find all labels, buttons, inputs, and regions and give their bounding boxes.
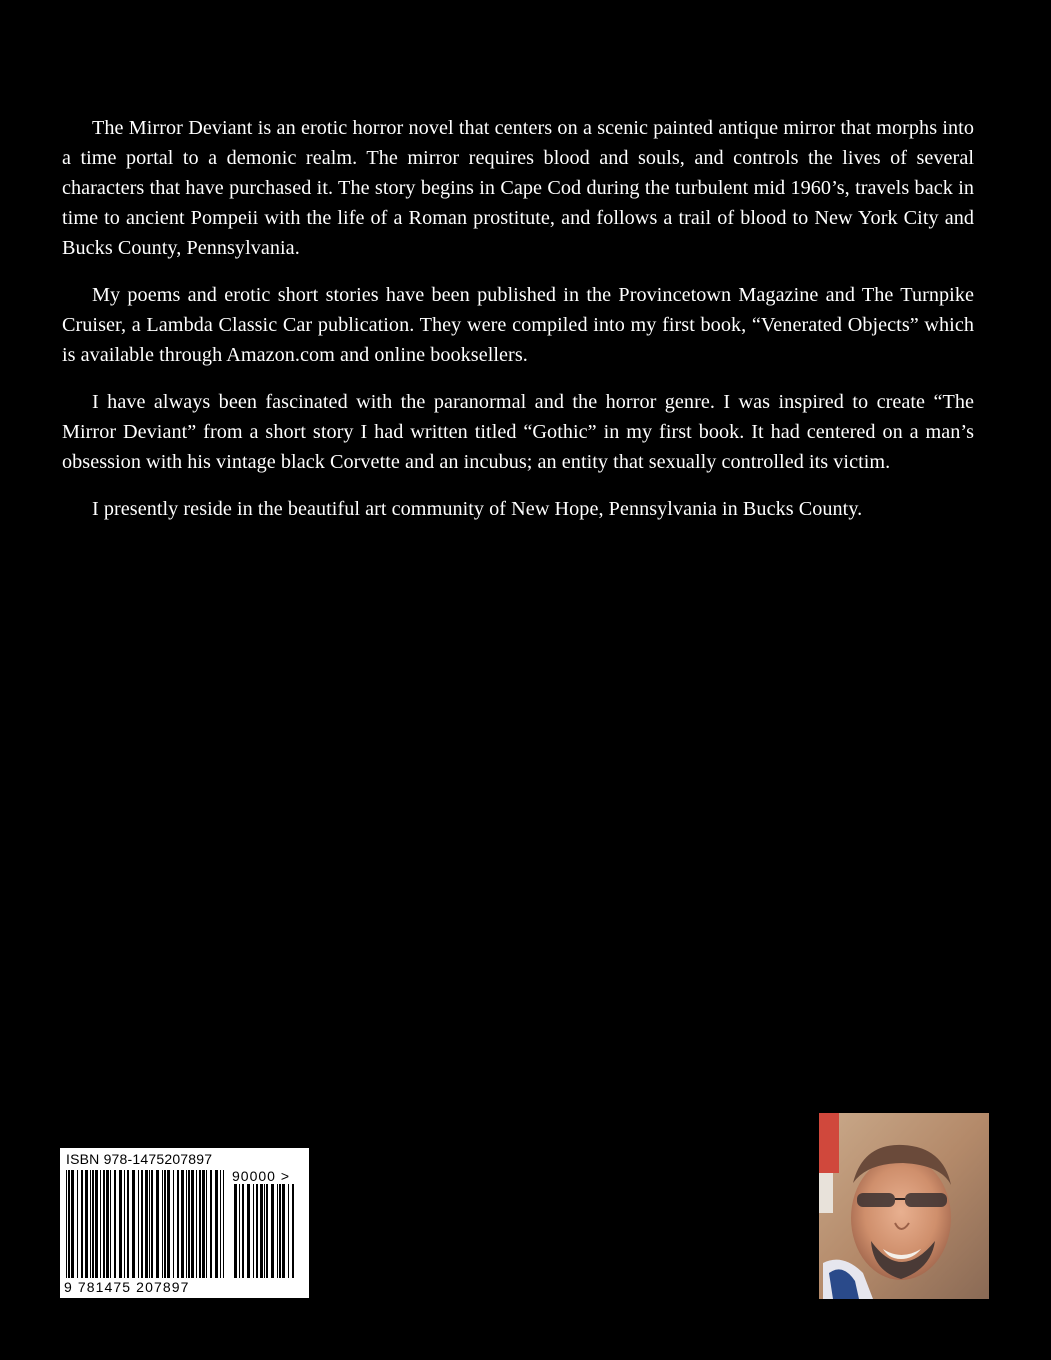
barcode-bar <box>196 1170 197 1278</box>
barcode-bar <box>100 1170 101 1278</box>
barcode-bar <box>177 1170 179 1278</box>
barcode-bar <box>264 1184 265 1278</box>
barcode-bar <box>149 1170 150 1278</box>
barcode-bar <box>242 1184 244 1278</box>
barcode-bar <box>292 1184 294 1278</box>
barcode-bar <box>127 1170 129 1278</box>
barcode-bar <box>202 1170 205 1278</box>
barcode-bar <box>277 1184 278 1278</box>
barcode-bar <box>95 1170 98 1278</box>
blurb-paragraph-synopsis: The Mirror Deviant is an erotic horror novel that centers on a scenic painted antique mirror that morphs into a time portal to a demonic realm. The mirror requires blood and souls, and controls the lives of several characters that have purchased it. The story begins in Cape Cod during the turbulent mid 1960’s, travels back in time to ancient Pompeii with the life of a Roman prostitute, and follows a trail of blood to New York City and Bucks County, Pennsylvania. <box>62 117 974 259</box>
barcode-bar <box>68 1170 70 1278</box>
blurb-paragraph-residence: I presently reside in the beautiful art community of New Hope, Pennsylvania in Bucks County. <box>92 498 863 520</box>
barcode-bar <box>234 1184 237 1278</box>
barcode-bar <box>181 1170 184 1278</box>
barcode-bar <box>156 1170 159 1278</box>
barcode-bar <box>247 1184 250 1278</box>
barcode-bar <box>141 1170 143 1278</box>
barcode-bar <box>239 1184 240 1278</box>
barcode-bar <box>162 1170 163 1278</box>
barcode-bar <box>164 1170 166 1278</box>
isbn-label: ISBN 978-1475207897 <box>66 1151 213 1167</box>
barcode-bar <box>266 1184 268 1278</box>
barcode-bar <box>199 1170 201 1278</box>
barcode-bar <box>279 1184 281 1278</box>
isbn-barcode <box>60 1148 309 1298</box>
barcode-bar <box>138 1170 139 1278</box>
barcode-bar <box>256 1184 258 1278</box>
barcode-bar <box>220 1170 221 1278</box>
back-cover-blurb <box>62 113 974 541</box>
barcode-bar <box>215 1170 218 1278</box>
barcode-bar <box>288 1184 289 1278</box>
barcode-bar <box>145 1170 148 1278</box>
author-portrait-image <box>803 1113 989 1299</box>
price-addon-number: 90000 > <box>232 1168 290 1184</box>
barcode-bar <box>81 1170 83 1278</box>
barcode-bar <box>132 1170 135 1278</box>
barcode-bar <box>71 1170 74 1278</box>
barcode-bar <box>210 1170 212 1278</box>
barcode-bar <box>191 1170 194 1278</box>
barcode-bar <box>167 1170 170 1278</box>
barcode-bar <box>282 1184 285 1278</box>
ean-digits: 9 781475 207897 <box>64 1279 190 1295</box>
barcode-bar <box>173 1170 174 1278</box>
barcode-bar <box>188 1170 190 1278</box>
barcode-bar <box>92 1170 94 1278</box>
barcode-bar <box>124 1170 125 1278</box>
barcode-bar <box>85 1170 88 1278</box>
barcode-bar <box>186 1170 187 1278</box>
barcode-bar <box>271 1184 274 1278</box>
barcode-bar <box>253 1184 254 1278</box>
barcode-bar <box>90 1170 91 1278</box>
barcode-bar <box>151 1170 153 1278</box>
addon-barcode-bars <box>234 1184 294 1278</box>
blurb-paragraph-inspiration: I have always been fascinated with the paranormal and the horror genre. I was inspired to create “The Mirror Deviant” from a short story I had written titled “Gothic” in my first book. It had centered on a man’s obsession with his vintage black Corvette and an incubus; an entity that sexually controlled its victim. <box>62 391 974 473</box>
barcode-bar <box>106 1170 109 1278</box>
blurb-paragraph-publications: My poems and erotic short stories have been published in the Provincetown Magazine and The Turnpike Cruiser, a Lambda Classic Car publication. They were compiled into my first book, “Venerated Objects” which is available through Amazon.com and online booksellers. <box>62 284 974 366</box>
barcode-bar <box>77 1170 78 1278</box>
barcode-bar <box>223 1170 224 1278</box>
ean-barcode-bars <box>66 1170 224 1278</box>
barcode-bar <box>206 1170 207 1278</box>
barcode-bar <box>66 1170 67 1278</box>
barcode-bar <box>103 1170 105 1278</box>
barcode-bar <box>119 1170 122 1278</box>
barcode-bar <box>260 1184 263 1278</box>
barcode-bar <box>114 1170 116 1278</box>
barcode-bar <box>110 1170 111 1278</box>
author-portrait-photo <box>803 1113 989 1299</box>
